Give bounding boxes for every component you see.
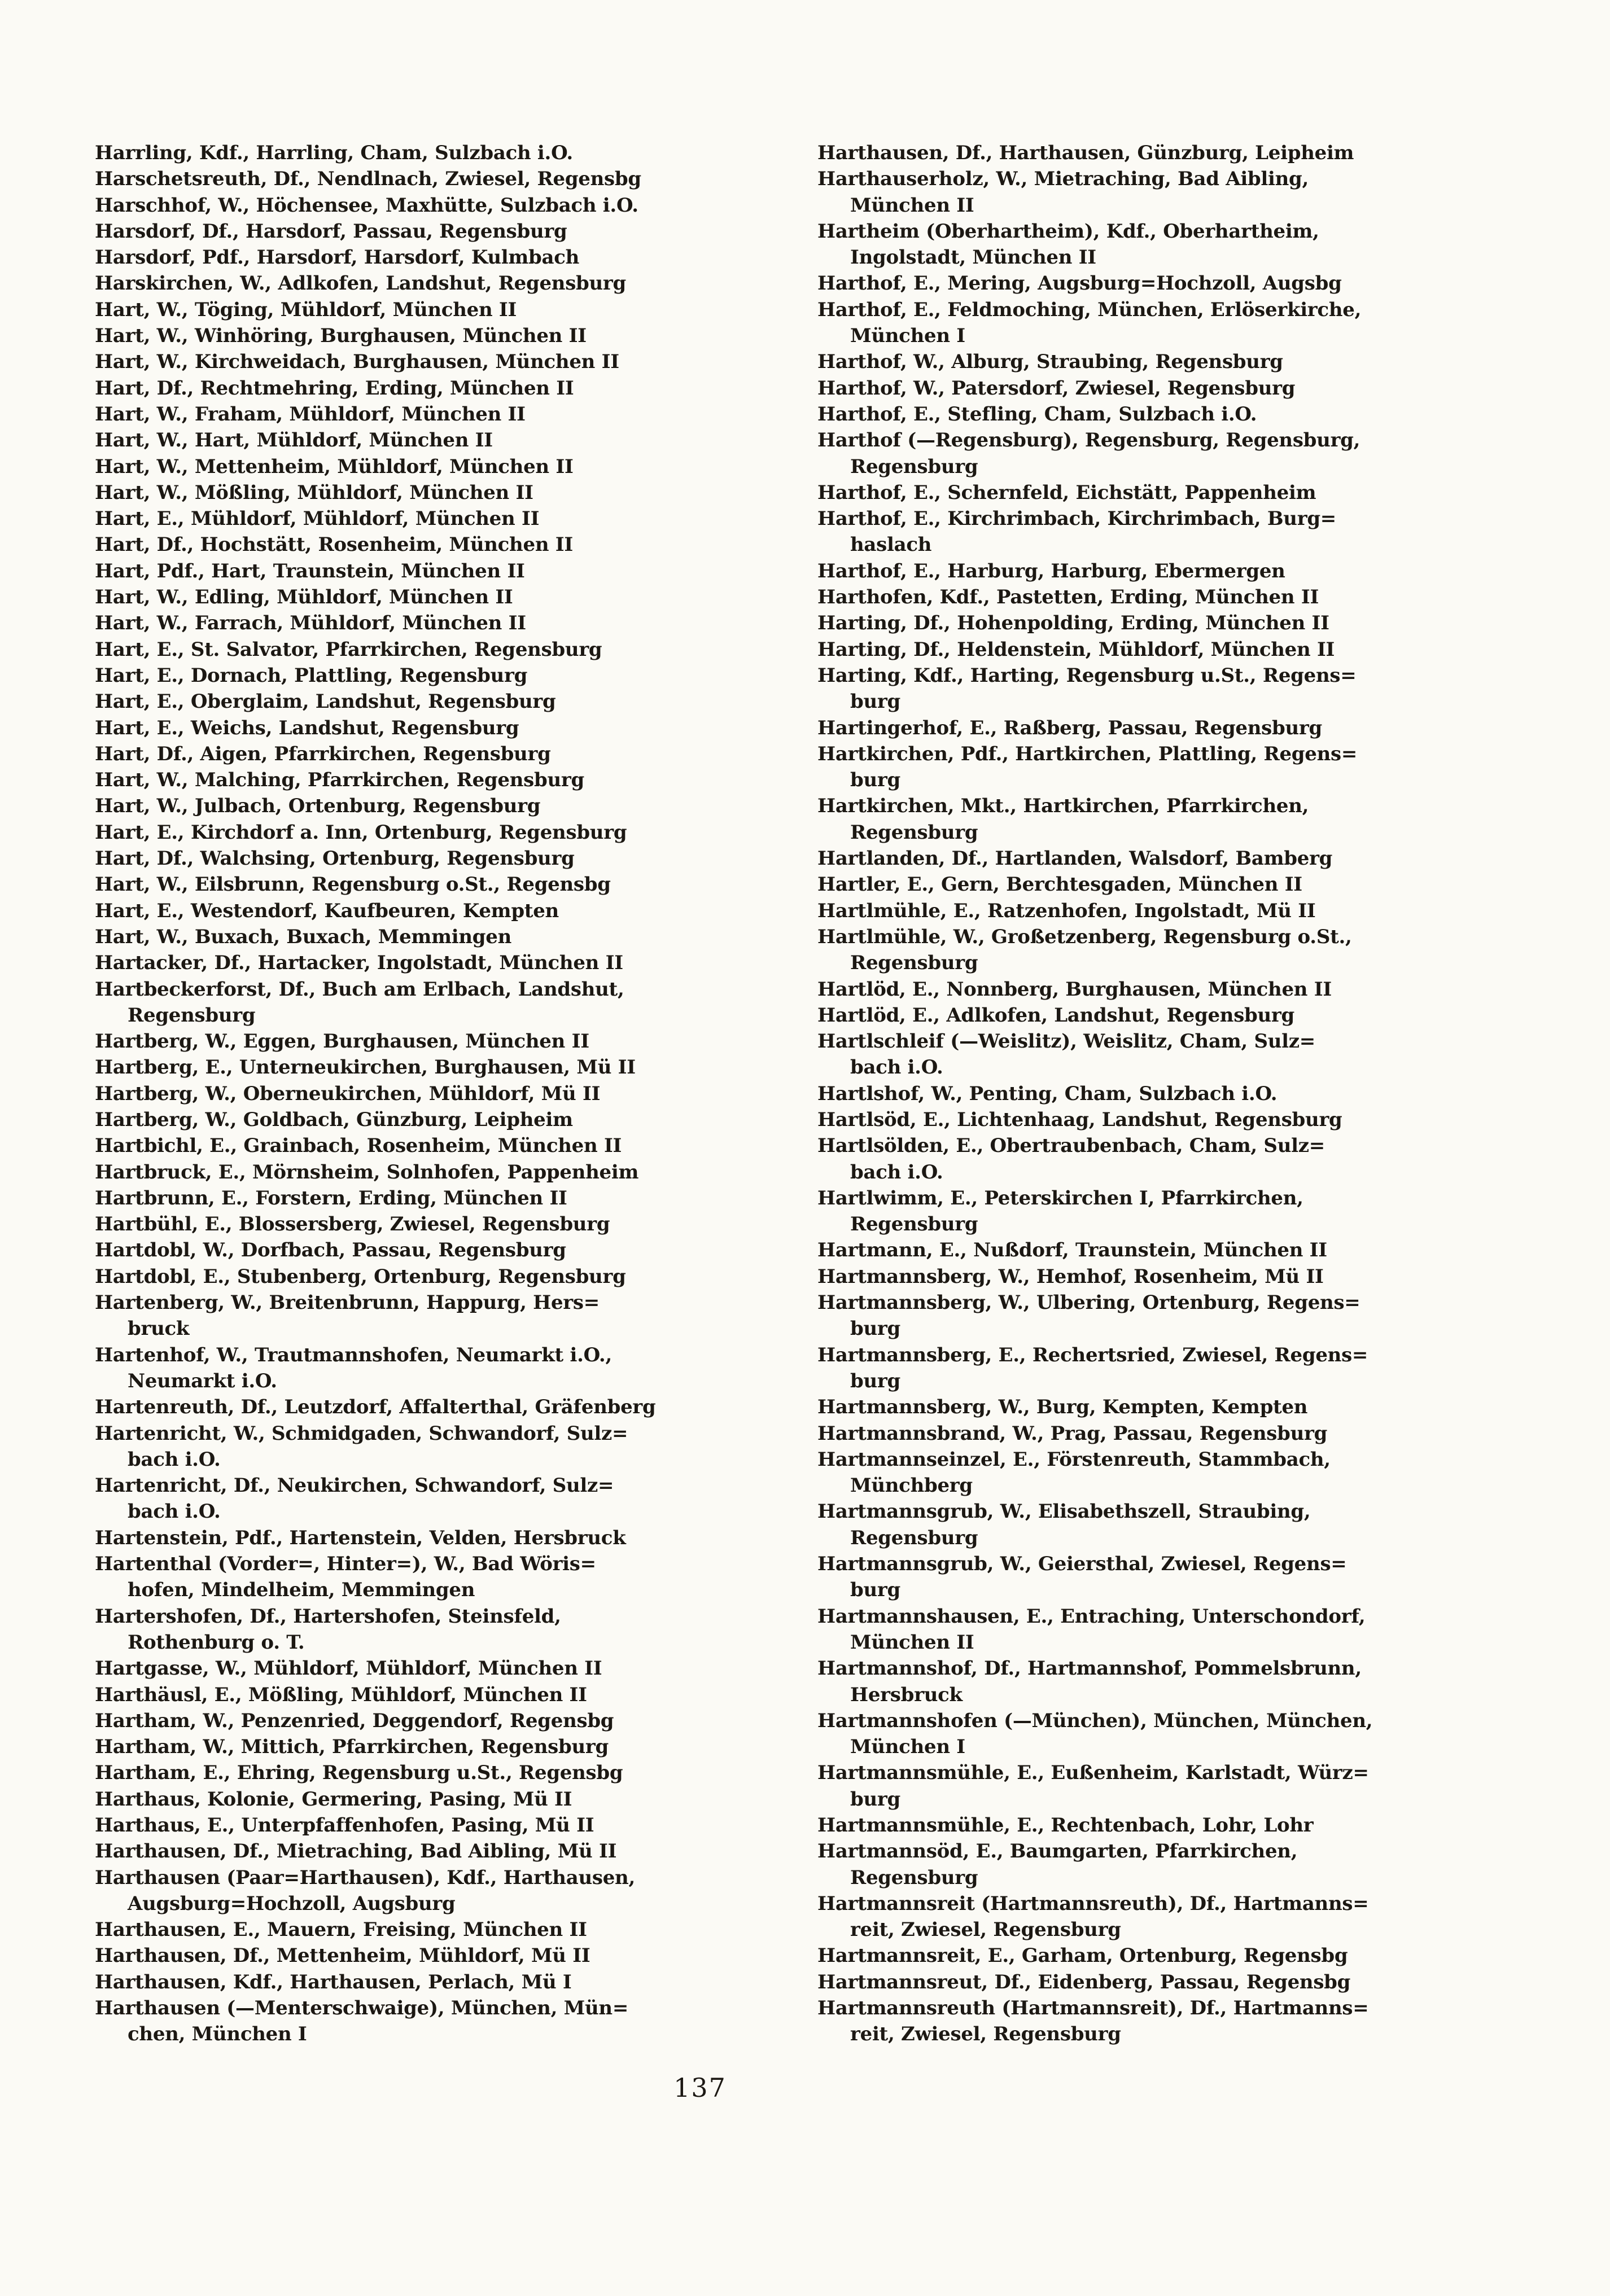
entry-line: Hartlsölden, E., Obertraubenbach, Cham, Sulz= <box>817 1134 1325 1158</box>
entry-line: Hartberg, W., Eggen, Burghausen, München II <box>95 1030 589 1053</box>
entry-line: Hart, E., Mühldorf, Mühldorf, München II <box>95 507 540 531</box>
entry-line: Harthausen, E., Mauern, Freising, München II <box>95 1918 587 1942</box>
entry <box>95 1786 815 1812</box>
entry <box>817 1838 1537 1891</box>
entry-line: Harthaus, E., Unterpfaffenhofen, Pasing, Mü II <box>95 1814 594 1837</box>
entry <box>95 1917 815 1943</box>
entry-line: Hart, W., Farrach, Mühldorf, München II <box>95 612 526 635</box>
entry-line: Hart, W., Edling, Mühldorf, München II <box>95 586 513 609</box>
entry <box>817 1812 1537 1838</box>
entry <box>95 166 815 192</box>
entry <box>817 976 1537 1002</box>
entry-line: Hartmannsreuth (Hartmannsreit), Df., Hartmanns= <box>817 1997 1369 2020</box>
entry <box>95 218 815 244</box>
entry-line: chen, München I <box>128 2023 307 2046</box>
entry-line: bach i.O. <box>850 1160 943 1184</box>
entry <box>95 1185 815 1211</box>
entry <box>95 1812 815 1838</box>
entry-line: Hart, W., Eilsbrunn, Regensburg o.St., Regensbg <box>95 873 611 896</box>
entry-line: Harting, Df., Hohenpolding, Erding, München II <box>817 612 1329 635</box>
entry <box>95 244 815 270</box>
entry-line: Hart, E., Weichs, Landshut, Regensburg <box>95 716 519 739</box>
entry <box>95 1682 815 1708</box>
entry <box>95 1603 815 1656</box>
entry-line: Hart, W., Mettenheim, Mühldorf, München II <box>95 455 574 478</box>
entry-line: Harthof, E., Mering, Augsburg=Hochzoll, Augsbg <box>817 272 1342 295</box>
entry <box>817 637 1537 663</box>
entry <box>95 1865 815 1917</box>
entry-line: Hartmannsgrub, W., Elisabethszell, Straubing, <box>817 1500 1311 1523</box>
entry-line: Harthof, E., Kirchrimbach, Kirchrimbach, Burg= <box>817 507 1336 531</box>
entry <box>95 1551 815 1603</box>
entry <box>817 715 1537 741</box>
entry-line: Hartbichl, E., Grainbach, Rosenheim, München II <box>95 1134 622 1158</box>
entry-line: Harting, Df., Heldenstein, Mühldorf, München II <box>817 638 1335 661</box>
entry-line: Hartmannshofen (—München), München, München, <box>817 1709 1373 1732</box>
entry-line: Hartenthal (Vorder=, Hinter=), W., Bad Wöris= <box>95 1553 596 1576</box>
entry-line: Harthausen, Df., Harthausen, Günzburg, Leipheim <box>817 142 1354 164</box>
entry <box>817 1421 1537 1447</box>
entry <box>95 663 815 689</box>
entry-line: burg <box>850 1317 900 1340</box>
entry-line: Hartmannsmühle, E., Rechtenbach, Lohr, Lohr <box>817 1814 1314 1837</box>
entry-line: Hartbühl, E., Blossersberg, Zwiesel, Regensburg <box>95 1213 610 1236</box>
entry-line: Hartenricht, W., Schmidgaden, Schwandorf, Sulz= <box>95 1422 628 1445</box>
entry-line: Hartberg, E., Unterneukirchen, Burghausen, Mü II <box>95 1056 636 1079</box>
entry-line: Münchberg <box>850 1474 973 1497</box>
entry-line: Hartlmühle, E., Ratzenhofen, Ingolstadt, Mü II <box>817 899 1316 922</box>
entry-line: Harsdorf, Df., Harsdorf, Passau, Regensburg <box>95 220 567 243</box>
entry-line: Harthausen, Kdf., Harthausen, Perlach, Mü I <box>95 1970 572 1993</box>
entry <box>817 1133 1537 1185</box>
page-number: 137 <box>673 2072 727 2103</box>
entry-line: Hartmann, E., Nußdorf, Traunstein, München II <box>817 1239 1327 1262</box>
entry <box>817 140 1537 166</box>
entry <box>817 427 1537 480</box>
entry <box>817 1290 1537 1342</box>
entry-line: Hartenricht, Df., Neukirchen, Schwandorf, Sulz= <box>95 1474 614 1497</box>
entry-line: Harthof, E., Harburg, Harburg, Ebermergen <box>817 559 1285 582</box>
entry <box>817 506 1537 558</box>
entry <box>817 898 1537 924</box>
entry-line: Harthof (—Regensburg), Regensburg, Regensburg, <box>817 429 1360 452</box>
entry <box>95 820 815 845</box>
entry <box>95 1081 815 1107</box>
entry <box>95 845 815 871</box>
entry-line: Hartmannsberg, E., Rechertsried, Zwiesel, Regens= <box>817 1343 1368 1366</box>
entry <box>95 1394 815 1420</box>
entry <box>95 1969 815 1995</box>
entry-line: Augsburg=Hochzoll, Augsburg <box>128 1892 456 1915</box>
entry-line: Hartmannshof, Df., Hartmannshof, Pommelsbrunn, <box>817 1657 1362 1680</box>
entry-line: Hartmannsreit (Hartmannsreuth), Df., Hartmanns= <box>817 1892 1369 1915</box>
entry <box>817 297 1537 349</box>
entry <box>95 689 815 715</box>
entry <box>95 1054 815 1080</box>
entry-line: Hartmannshausen, E., Entraching, Unterschondorf, <box>817 1605 1366 1628</box>
entry-line: Hartlöd, E., Adlkofen, Landshut, Regensburg <box>817 1004 1295 1027</box>
entry-line: Hart, Df., Hochstätt, Rosenheim, München II <box>95 533 573 557</box>
entry-line: Hartkirchen, Mkt., Hartkirchen, Pfarrkirchen, <box>817 795 1309 818</box>
entry <box>817 584 1537 610</box>
entry-line: Harthof, E., Stefling, Cham, Sulzbach i.O. <box>817 402 1257 426</box>
entry <box>95 637 815 663</box>
entry-line: Hart, E., Kirchdorf a. Inn, Ortenburg, Regensburg <box>95 821 627 844</box>
entry <box>95 610 815 636</box>
entry-line: Hart, W., Winhöring, Burghausen, München II <box>95 325 587 348</box>
entry <box>95 401 815 427</box>
entry-line: Hartingerhof, E., Raßberg, Passau, Regensburg <box>817 716 1322 739</box>
entry-line: Rothenburg o. T. <box>128 1631 305 1654</box>
entry-line: hofen, Mindelheim, Memmingen <box>128 1579 475 1602</box>
entry-line: Harthausen, Df., Mietraching, Bad Aibling, Mü II <box>95 1840 617 1863</box>
entry-line: Regensburg <box>850 455 978 478</box>
entry-line: bach i.O. <box>850 1056 943 1079</box>
entry <box>95 532 815 558</box>
entry-line: burg <box>850 690 900 713</box>
entry <box>817 741 1537 794</box>
entry <box>95 741 815 767</box>
entry-line: Hart, Df., Rechtmehring, Erding, München II <box>95 376 574 400</box>
entry-line: Hart, W., Buxach, Buxach, Memmingen <box>95 925 512 948</box>
entry-line: Regensburg <box>850 821 978 844</box>
entry-line: Hartlsöd, E., Lichtenhaag, Landshut, Regensburg <box>817 1108 1342 1131</box>
entry <box>95 506 815 532</box>
entry-line: Harthaus, Kolonie, Germering, Pasing, Mü II <box>95 1787 572 1811</box>
entry <box>817 480 1537 506</box>
entry <box>95 924 815 950</box>
entry-line: Hartheim (Oberhartheim), Kdf., Oberhartheim, <box>817 220 1319 243</box>
entry-line: Regensburg <box>850 1866 978 1889</box>
entry <box>817 1498 1537 1551</box>
entry <box>95 1211 815 1237</box>
entry-line: Hartlshof, W., Penting, Cham, Sulzbach i.O. <box>817 1082 1278 1105</box>
entry-line: Hartenhof, W., Trautmannshofen, Neumarkt i.O., <box>95 1343 613 1366</box>
entry <box>95 1760 815 1786</box>
entry <box>817 1891 1537 1943</box>
entry <box>817 1342 1537 1395</box>
entry-line: Regensburg <box>850 1213 978 1236</box>
entry <box>95 349 815 375</box>
entry <box>817 1995 1537 2048</box>
entry-line: Hartberg, W., Goldbach, Günzburg, Leipheim <box>95 1108 573 1131</box>
entry-line: Hart, E., Oberglaim, Landshut, Regensburg <box>95 690 556 713</box>
entry-line: reit, Zwiesel, Regensburg <box>850 2023 1121 2046</box>
entry <box>95 427 815 453</box>
entry-line: Hartmannsberg, W., Hemhof, Rosenheim, Mü II <box>817 1265 1324 1288</box>
entry-line: Harskirchen, W., Adlkofen, Landshut, Regensburg <box>95 272 627 295</box>
entry <box>95 140 815 166</box>
entry <box>817 1185 1537 1238</box>
entry-line: Neumarkt i.O. <box>128 1369 277 1392</box>
entry-line: Hartershofen, Df., Hartershofen, Steinsfeld, <box>95 1605 561 1628</box>
entry-line: Harthofen, Kdf., Pastetten, Erding, München II <box>817 586 1319 609</box>
entry-line: Ingolstadt, München II <box>850 246 1096 269</box>
entry-line: burg <box>850 1579 900 1602</box>
entry <box>95 1655 815 1681</box>
column-right <box>817 140 1537 2048</box>
entry-line: Hartham, W., Penzenried, Deggendorf, Regensbg <box>95 1709 614 1732</box>
entry <box>95 1264 815 1290</box>
entry <box>817 871 1537 897</box>
entry <box>95 584 815 610</box>
entry-line: Hartmannsgrub, W., Geiersthal, Zwiesel, Regens= <box>817 1553 1347 1576</box>
entry-line: Hartenstein, Pdf., Hartenstein, Velden, Hersbruck <box>95 1526 626 1549</box>
entry <box>95 454 815 480</box>
entry-line: haslach <box>850 533 932 557</box>
entry <box>817 1551 1537 1603</box>
entry-line: Hartdobl, E., Stubenberg, Ortenburg, Regensburg <box>95 1265 626 1288</box>
entry-line: Hart, W., Fraham, Mühldorf, München II <box>95 402 526 426</box>
entry-line: Hart, W., Mößling, Mühldorf, München II <box>95 481 533 504</box>
entry <box>817 1394 1537 1420</box>
entry-line: Harsdorf, Pdf., Harsdorf, Harsdorf, Kulmbach <box>95 246 580 269</box>
entry-line: Harschetsreuth, Df., Nendlnach, Zwiesel, Regensbg <box>95 168 641 191</box>
entry-line: Hart, W., Hart, Mühldorf, München II <box>95 429 493 452</box>
entry <box>817 1002 1537 1028</box>
entry-line: bruck <box>128 1317 190 1340</box>
entry-line: Hartlanden, Df., Hartlanden, Walsdorf, Bamberg <box>817 847 1333 870</box>
entry <box>817 1708 1537 1760</box>
entry <box>95 1028 815 1054</box>
entry-line: Regensburg <box>850 952 978 975</box>
entry-line: München I <box>850 1736 965 1759</box>
column-left <box>95 140 815 2048</box>
entry-line: Hartmannsmühle, E., Eußenheim, Karlstadt, Würz= <box>817 1762 1369 1785</box>
entry-line: Hartmannsbrand, W., Prag, Passau, Regensburg <box>817 1422 1328 1445</box>
entry-line: München II <box>850 194 974 217</box>
entry <box>817 845 1537 871</box>
entry-line: Hart, E., Westendorf, Kaufbeuren, Kempten <box>95 899 559 922</box>
entry-line: Hart, E., St. Salvator, Pfarrkirchen, Regensburg <box>95 638 602 661</box>
entry-line: Hartacker, Df., Hartacker, Ingolstadt, München II <box>95 952 623 975</box>
entry-line: bach i.O. <box>128 1500 221 1523</box>
entry-line: Hart, W., Kirchweidach, Burghausen, München II <box>95 350 619 374</box>
entry-line: Hart, Pdf., Hart, Traunstein, München II <box>95 559 525 582</box>
entry <box>817 1447 1537 1499</box>
entry <box>95 1473 815 1525</box>
entry <box>95 1159 815 1185</box>
entry <box>95 793 815 819</box>
entry <box>95 1290 815 1342</box>
entry <box>95 1708 815 1734</box>
entry-line: Hartler, E., Gern, Berchtesgaden, München II <box>817 873 1302 896</box>
entry-line: Hartgasse, W., Mühldorf, Mühldorf, München II <box>95 1657 602 1680</box>
entry <box>95 950 815 976</box>
entry <box>817 1107 1537 1133</box>
entry <box>817 610 1537 636</box>
entry-line: Hartbeckerforst, Df., Buch am Erlbach, Landshut, <box>95 978 624 1001</box>
entry-line: bach i.O. <box>128 1448 221 1471</box>
entry <box>95 1342 815 1395</box>
entry-line: Hartham, E., Ehring, Regensburg u.St., Regensbg <box>95 1762 623 1785</box>
entry <box>817 1028 1537 1081</box>
entry-line: Harthof, E., Feldmoching, München, Erlöserkirche, <box>817 298 1362 321</box>
entry <box>95 480 815 506</box>
entry <box>817 1969 1537 1995</box>
entry-line: burg <box>850 1787 900 1811</box>
entry <box>95 1421 815 1473</box>
entry <box>817 663 1537 715</box>
entry-line: Harthof, W., Patersdorf, Zwiesel, Regensburg <box>817 376 1296 400</box>
entry <box>95 558 815 584</box>
entry <box>817 375 1537 401</box>
entry-line: Hartmannsberg, W., Ulbering, Ortenburg, Regens= <box>817 1291 1360 1314</box>
entry-line: Hartdobl, W., Dorfbach, Passau, Regensburg <box>95 1239 566 1262</box>
entry <box>95 976 815 1029</box>
entry-line: Hersbruck <box>850 1683 963 1706</box>
entry <box>817 1081 1537 1107</box>
entry-line: Hart, W., Töging, Mühldorf, München II <box>95 298 517 321</box>
entry <box>95 1107 815 1133</box>
entry <box>95 1237 815 1263</box>
entry-line: Hartlschleif (—Weislitz), Weislitz, Cham, Sulz= <box>817 1030 1315 1053</box>
entry-line: Harthof, E., Schernfeld, Eichstätt, Pappenheim <box>817 481 1316 504</box>
entry-line: Harthauserholz, W., Mietraching, Bad Aibling, <box>817 168 1309 191</box>
entry-line: Hartbrunn, E., Forstern, Erding, München II <box>95 1186 567 1210</box>
entry-line: München I <box>850 325 965 348</box>
entry-line: Hartmannseinzel, E., Förstenreuth, Stammbach, <box>817 1448 1331 1471</box>
entry <box>817 1655 1537 1708</box>
entry <box>95 898 815 924</box>
entry-line: Harrling, Kdf., Harrling, Cham, Sulzbach i.O. <box>95 142 573 164</box>
entry <box>95 1133 815 1159</box>
entry <box>817 924 1537 976</box>
entry-line: Hartmannsöd, E., Baumgarten, Pfarrkirchen, <box>817 1840 1298 1863</box>
entry-line: Hartkirchen, Pdf., Hartkirchen, Plattling, Regens= <box>817 742 1358 765</box>
entry-line: München II <box>850 1631 974 1654</box>
entry <box>95 192 815 218</box>
entry-line: Hartberg, W., Oberneukirchen, Mühldorf, Mü II <box>95 1082 601 1105</box>
entry-line: Hartenberg, W., Breitenbrunn, Happurg, Hers= <box>95 1291 600 1314</box>
entry-line: Hart, Df., Walchsing, Ortenburg, Regensburg <box>95 847 575 870</box>
entry <box>817 793 1537 845</box>
entry <box>817 1943 1537 1969</box>
entry <box>95 715 815 741</box>
entry-line: burg <box>850 769 900 792</box>
entry-line: Harthäusl, E., Mößling, Mühldorf, München II <box>95 1683 587 1706</box>
entry-line: Hartmannsreut, Df., Eidenberg, Passau, Regensbg <box>817 1970 1351 1993</box>
entry-line: Harschhof, W., Höchensee, Maxhütte, Sulzbach i.O. <box>95 194 638 217</box>
entry <box>95 767 815 793</box>
entry <box>817 558 1537 584</box>
entry <box>95 1838 815 1864</box>
entry-line: Hartham, W., Mittich, Pfarrkirchen, Regensburg <box>95 1736 609 1759</box>
entry <box>95 1943 815 1969</box>
entry-line: Hart, Df., Aigen, Pfarrkirchen, Regensburg <box>95 742 551 765</box>
entry-line: Hartmannsreit, E., Garham, Ortenburg, Regensbg <box>817 1944 1348 1968</box>
entry-line: Hart, W., Malching, Pfarrkirchen, Regensburg <box>95 769 584 792</box>
entry-line: Hartlwimm, E., Peterskirchen I, Pfarrkirchen, <box>817 1186 1303 1210</box>
entry-line: Hartlöd, E., Nonnberg, Burghausen, München II <box>817 978 1332 1001</box>
entry-line: Hart, E., Dornach, Plattling, Regensburg <box>95 664 528 687</box>
entry-line: Harthausen (Paar=Harthausen), Kdf., Harthausen, <box>95 1866 635 1889</box>
entry <box>95 871 815 897</box>
entry <box>95 1995 815 2048</box>
entry-line: Hart, W., Julbach, Ortenburg, Regensburg <box>95 795 541 818</box>
entry <box>95 323 815 349</box>
entry-line: reit, Zwiesel, Regensburg <box>850 1918 1121 1942</box>
entry <box>817 270 1537 296</box>
entry-line: Hartmannsberg, W., Burg, Kempten, Kempten <box>817 1396 1308 1419</box>
entry <box>817 1603 1537 1656</box>
entry <box>95 1734 815 1760</box>
entry-line: Regensburg <box>128 1004 256 1027</box>
entry-line: burg <box>850 1369 900 1392</box>
entry <box>817 1760 1537 1812</box>
entry <box>817 166 1537 218</box>
entry <box>95 297 815 323</box>
entry-line: Harting, Kdf., Harting, Regensburg u.St., Regens= <box>817 664 1357 687</box>
entry-line: Hartbruck, E., Mörnsheim, Solnhofen, Pappenheim <box>95 1160 639 1184</box>
entry <box>95 1525 815 1551</box>
entry-line: Harthof, W., Alburg, Straubing, Regensburg <box>817 350 1283 374</box>
entry <box>817 1237 1537 1263</box>
entry-line: Regensburg <box>850 1526 978 1549</box>
entry-line: Hartlmühle, W., Großetzenberg, Regensburg o.St., <box>817 925 1352 948</box>
entry <box>95 375 815 401</box>
entry <box>817 349 1537 375</box>
entry <box>817 218 1537 271</box>
entry-line: Harthausen, Df., Mettenheim, Mühldorf, Mü II <box>95 1944 590 1968</box>
entry <box>817 1264 1537 1290</box>
entry-line: Hartenreuth, Df., Leutzdorf, Affalterthal, Gräfenberg <box>95 1396 656 1419</box>
entry-line: Harthausen (—Menterschwaige), München, Mün= <box>95 1997 629 2020</box>
entry <box>817 401 1537 427</box>
entry <box>95 270 815 296</box>
